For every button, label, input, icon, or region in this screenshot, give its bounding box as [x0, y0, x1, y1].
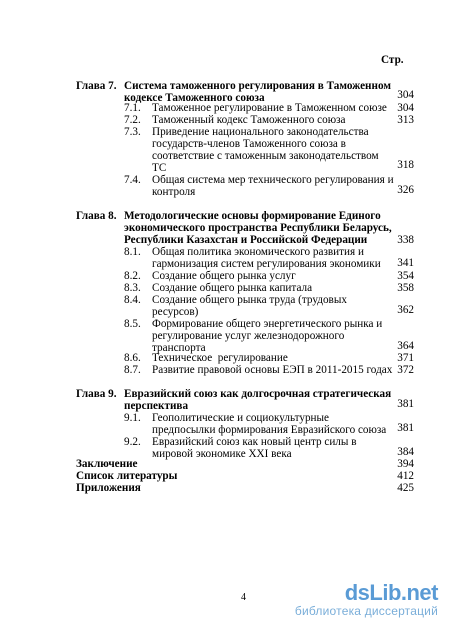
section-8-7-number: 8.7. [124, 364, 141, 376]
chapter-8-title-line-2: экономического пространства Республики Беларусь, [124, 222, 392, 234]
section-7-1-title: Таможенное регулирование в Таможенном союзе [152, 102, 387, 114]
section-8-7-title: Развитие правовой основы ЕЭП в 2011-2015 годах [152, 364, 393, 376]
chapter-7-label: Глава 7. [76, 80, 117, 92]
chapter-7-title-line-1: Система таможенного регулирования в Таможенном [124, 80, 391, 92]
chapter-7-page: 304 [397, 89, 414, 101]
section-8-1-page: 341 [397, 257, 414, 269]
section-8-6-title: Техническое регулирование [152, 352, 288, 364]
appendices-label: Приложения [76, 482, 141, 494]
section-7-2-title: Таможенный кодекс Таможенного союза [152, 114, 346, 126]
dslib-watermark [273, 582, 438, 618]
section-9-1-title-line-1: Геополитические и социокультурные [152, 412, 330, 424]
section-9-1-title-line-2: предпосылки формирования Евразийского союза [152, 424, 387, 436]
section-8-5-title-line-2: регулирование услуг железнодорожного [152, 330, 345, 342]
section-8-1-title-line-1: Общая политика экономического развития и [152, 246, 364, 258]
chapter-9-title-line-2: перспектива [124, 400, 189, 412]
section-8-3-number: 8.3. [124, 282, 141, 294]
chapter-9-page: 381 [397, 398, 414, 410]
section-7-2-number: 7.2. [124, 114, 141, 126]
section-8-5-title-line-1: Формирование общего энергетического рынка и [152, 318, 383, 330]
section-9-1-number: 9.1. [124, 412, 141, 424]
section-8-1-number: 8.1. [124, 246, 141, 258]
section-9-2-title-line-1: Евразийский союз как новый центр силы в [152, 436, 357, 448]
section-8-4-number: 8.4. [124, 294, 141, 306]
chapter-9-label: Глава 9. [76, 388, 117, 400]
page-number: 4 [241, 592, 246, 603]
section-7-3-title-line-2: государств-членов Таможенного союза в [152, 138, 346, 150]
section-7-4-title-line-1: Общая система мер технического регулирования и [152, 174, 394, 186]
section-8-5-page: 364 [397, 340, 414, 352]
section-7-1-page: 304 [397, 102, 414, 114]
chapter-7-title-line-2: кодексе Таможенного союза [124, 92, 265, 104]
conclusion-page: 394 [397, 458, 414, 470]
section-7-4-page: 326 [397, 184, 414, 196]
section-9-1-page: 381 [397, 422, 414, 434]
section-8-4-page: 362 [397, 304, 414, 316]
section-7-1-number: 7.1. [124, 102, 141, 114]
section-8-2-number: 8.2. [124, 270, 141, 282]
section-7-3-title-line-3: соответствие с таможенным законодательством [152, 150, 379, 162]
appendices-page: 425 [397, 482, 414, 494]
chapter-8-page: 338 [397, 234, 414, 246]
dslib-tagline: библиотека диссертаций [294, 604, 438, 618]
section-7-4-title-line-2: контроля [152, 186, 196, 198]
references-page: 412 [397, 470, 414, 482]
section-8-6-page: 371 [397, 352, 414, 364]
section-7-3-page: 318 [397, 159, 414, 171]
chapter-8-title-line-1: Методологические основы формирование Единого [124, 210, 381, 222]
section-7-3-title-line-4: ТС [152, 162, 167, 174]
section-8-4-title-line-2: ресурсов) [152, 306, 199, 318]
section-8-3-page: 358 [397, 282, 414, 294]
section-8-7-page: 372 [397, 364, 414, 376]
section-8-4-title-line-1: Создание общего рынка труда (трудовых [152, 294, 347, 306]
pages-column-header: Стр. [381, 54, 404, 66]
section-8-6-number: 8.6. [124, 352, 141, 364]
section-9-2-page: 384 [397, 446, 414, 458]
chapter-8-title-line-3: Республики Казахстан и Российской Федерации [124, 234, 368, 246]
section-9-2-number: 9.2. [124, 436, 141, 448]
section-7-2-page: 313 [397, 114, 414, 126]
section-8-5-number: 8.5. [124, 318, 141, 330]
section-7-3-title-line-1: Приведение национального законодательства [152, 126, 369, 138]
section-8-1-title-line-2: гармонизация систем регулирования экономики [152, 258, 381, 270]
conclusion-label: Заключение [76, 458, 138, 470]
chapter-9-title-line-1: Евразийский союз как долгосрочная стратегическая [124, 388, 392, 400]
dslib-logo: dsLib.net [344, 580, 438, 605]
section-9-2-title-line-2: мировой экономике XXI века [152, 448, 292, 460]
chapter-8-label: Глава 8. [76, 210, 117, 222]
references-label: Список литературы [76, 470, 178, 482]
section-8-2-title: Создание общего рынка услуг [152, 270, 296, 282]
section-8-3-title: Создание общего рынка капитала [152, 282, 313, 294]
section-8-5-title-line-3: транспорта [152, 342, 206, 354]
section-8-2-page: 354 [397, 270, 414, 282]
section-7-3-number: 7.3. [124, 126, 141, 138]
section-7-4-number: 7.4. [124, 174, 141, 186]
